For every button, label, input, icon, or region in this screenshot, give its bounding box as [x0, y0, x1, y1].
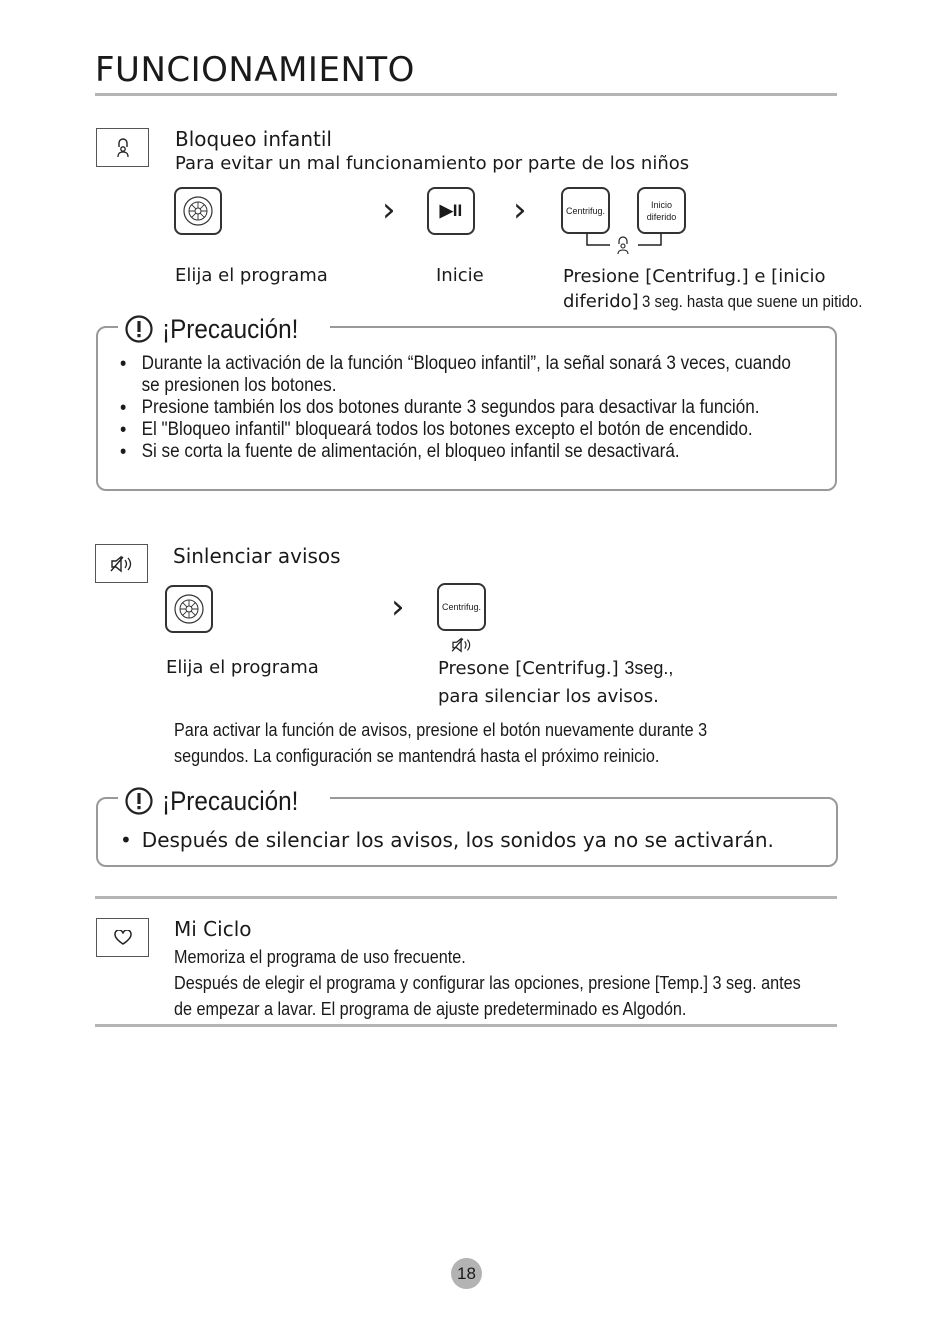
spin-button[interactable] — [437, 583, 486, 631]
start-pause-icon: ▶II — [439, 201, 463, 220]
mute-icon — [450, 636, 474, 654]
child-lock-icon — [112, 137, 134, 159]
spin-button[interactable] — [561, 187, 610, 234]
delay-start-button[interactable] — [637, 187, 686, 234]
caution-item: • Durante la activación de la función “Bloqueo infantil”, la señal sonará 3 veces, cuando — [120, 353, 826, 375]
my-cycle-line1: Memoriza el programa de uso frecuente. — [174, 947, 466, 967]
section-divider — [95, 896, 837, 899]
silence-note-line2: segundos. La configuración se mantendrá hasta el próximo reinicio. — [174, 746, 660, 766]
title-divider — [95, 93, 837, 96]
step-start: Inicie — [436, 265, 484, 286]
program-dial-button[interactable] — [165, 585, 213, 633]
arrow-icon: › — [382, 190, 396, 230]
step-silence-text: para silenciar los avisos. — [438, 686, 659, 707]
caution-item: • Presione también los dos botones durante 3 segundos para desactivar la función. — [120, 397, 826, 419]
exclamation-icon — [124, 786, 154, 816]
child-lock-title: Bloqueo infantil — [175, 127, 332, 151]
spin-button-label: Centrifug. — [565, 205, 606, 216]
delay-button-label-2: diferido — [646, 211, 677, 222]
dial-icon — [173, 593, 205, 625]
step-choose-program: Elija el programa — [175, 265, 328, 286]
step-press-buttons-line2 — [563, 291, 892, 312]
mute-feature-icon — [95, 544, 148, 583]
caution-title: ¡Precaución! — [162, 785, 299, 816]
dial-icon — [182, 195, 214, 227]
heart-icon — [114, 930, 132, 946]
program-dial-button[interactable] — [174, 187, 222, 235]
step-press-seconds: 3 seg. hasta que suene un pitido. — [641, 292, 863, 311]
delay-button-label-1: Inicio — [650, 199, 672, 210]
child-lock-subtitle: Para evitar un mal funcionamiento por parte de los niños — [175, 153, 690, 174]
child-lock-feature-icon — [96, 128, 149, 167]
silence-title: Sinlenciar avisos — [173, 544, 341, 568]
my-cycle-feature-icon — [96, 918, 149, 957]
exclamation-icon — [124, 314, 154, 344]
my-cycle-line3: de empezar a lavar. El programa de ajuste predeterminado es Algodón. — [174, 999, 687, 1019]
arrow-icon: › — [391, 587, 405, 627]
caution-title: ¡Precaución! — [162, 313, 299, 344]
caution-list-child-lock — [120, 353, 904, 463]
my-cycle-title: Mi Ciclo — [174, 917, 252, 941]
step-choose-program: Elija el programa — [166, 657, 319, 678]
page-title: FUNCIONAMIENTO — [95, 50, 415, 90]
page-number: 18 — [451, 1258, 482, 1289]
arrow-icon: › — [513, 190, 527, 230]
step-press-diferido: diferido] — [563, 291, 639, 312]
button-combo-bracket — [584, 233, 664, 257]
caution-header — [118, 311, 330, 347]
start-pause-button[interactable] — [427, 187, 475, 235]
my-cycle-line2: Después de elegir el programa y configurar las opciones, presione [Temp.] 3 seg. antes — [174, 973, 801, 993]
caution-item: • El "Bloqueo infantil" bloqueará todos los botones excepto el botón de encendido. — [120, 419, 826, 441]
caution-item-continuation: se presionen los botones. — [141, 375, 337, 396]
caution-item: • Después de silenciar los avisos, los sonidos ya no se activarán. — [120, 828, 774, 852]
spin-button-label: Centrifug. — [441, 602, 482, 612]
step-press-spin: Presone [Centrifug.] 3seg., — [438, 658, 674, 679]
step-press-buttons: Presione [Centrifug.] e [inicio — [563, 266, 826, 287]
mute-icon — [109, 554, 135, 574]
section-divider — [95, 1024, 837, 1027]
silence-note-line1: Para activar la función de avisos, presione el botón nuevamente durante 3 — [174, 720, 708, 740]
caution-header — [118, 783, 330, 819]
caution-item: • Si se corta la fuente de alimentación, el bloqueo infantil se desactivará. — [120, 441, 826, 463]
